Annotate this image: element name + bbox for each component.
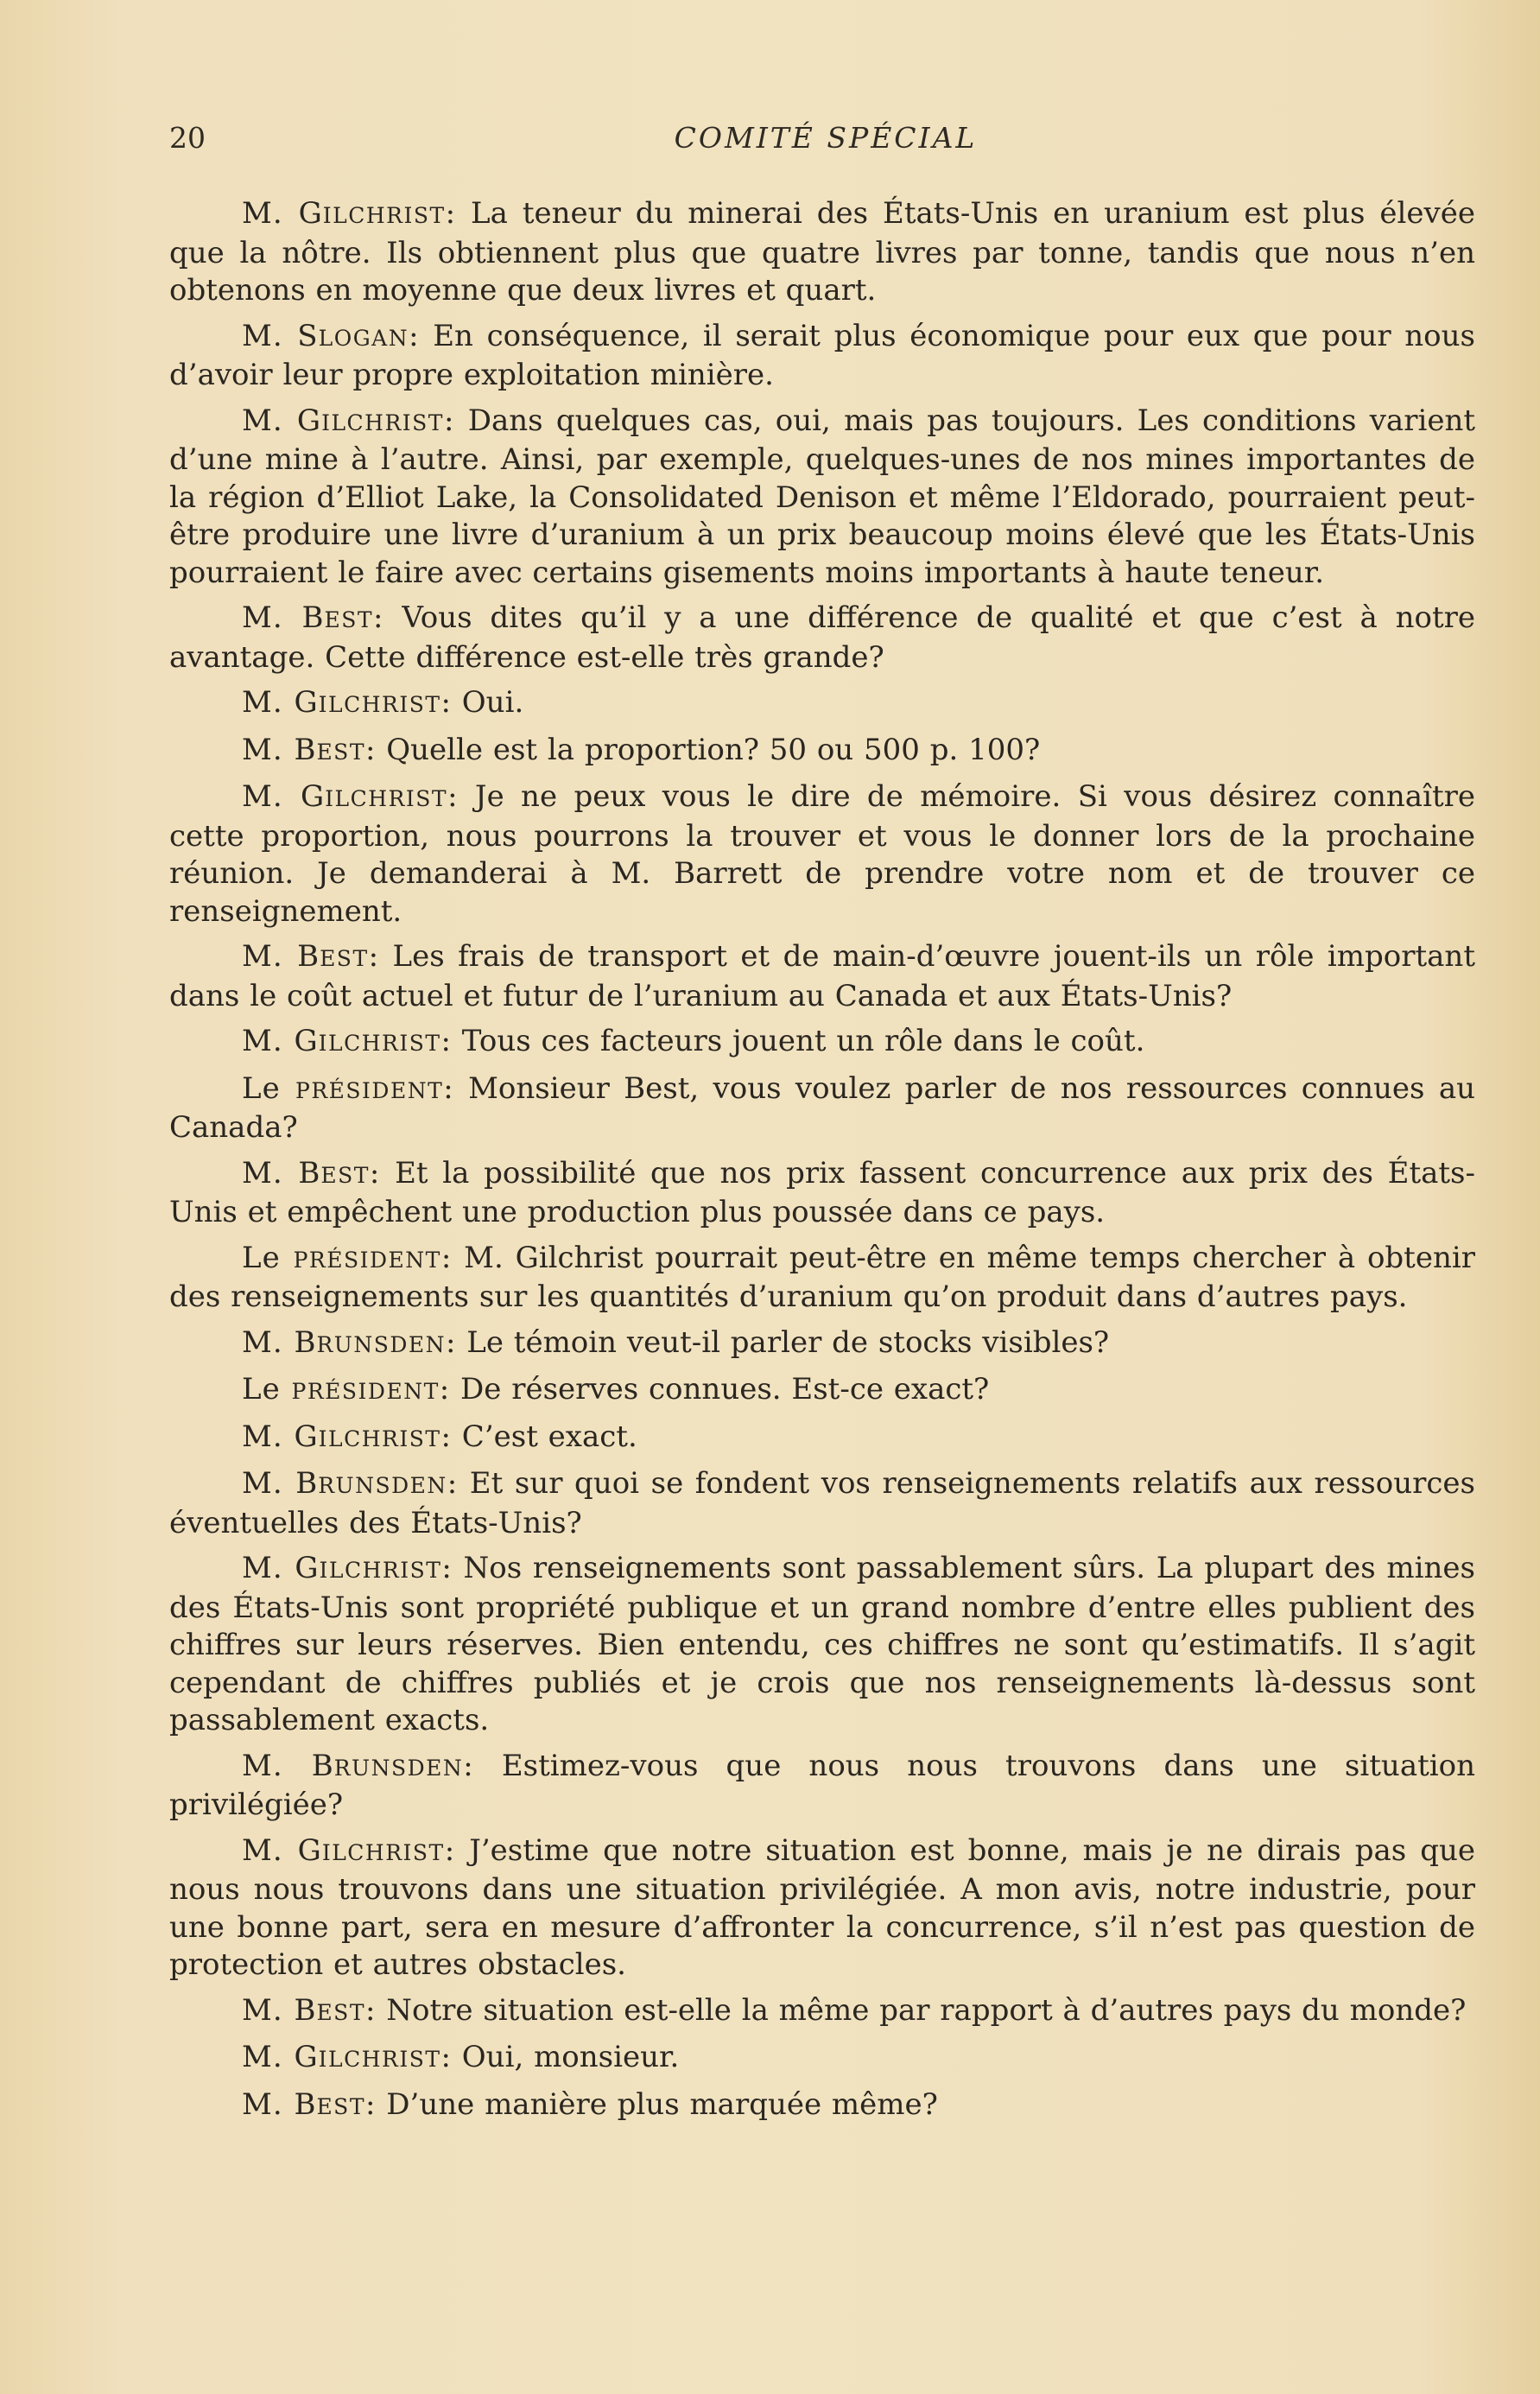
speaker-name xyxy=(242,1241,452,1275)
speaker-prefix: M. xyxy=(242,1992,295,2028)
speaker-surname: PRÉSIDENT xyxy=(291,1379,440,1404)
speaker-name xyxy=(242,1372,450,1407)
speaker-colon: : xyxy=(440,685,452,720)
speaker-surname: ILCHRIST xyxy=(321,410,444,435)
speaker-colon: : xyxy=(365,2086,377,2122)
transcript-paragraph xyxy=(169,1550,1475,1740)
speaker-prefix: Le xyxy=(242,1070,296,1106)
speaker-colon: : xyxy=(440,1240,453,1275)
speaker-initial: B xyxy=(298,1155,321,1191)
transcript-paragraph xyxy=(169,732,1475,772)
speaker-colon: : xyxy=(368,939,380,974)
speaker-name xyxy=(242,600,384,635)
speaker-colon: : xyxy=(443,1070,454,1106)
speaker-colon: : xyxy=(369,1155,381,1191)
speech-text: J’estime que notre situation est bonne, mais je ne dirais pas que nous nous trouvons dans une situation privilégiée. A mon avis, notre industrie, pour une bonne part, sera en mesure d’affronter la concurrence, s’il n’est pas question de protection et autres obstacles. xyxy=(169,1832,1475,1982)
speaker-surname: ILCHRIST xyxy=(318,1031,441,1056)
speaker-initial: B xyxy=(297,939,320,974)
speaker-surname: PRÉSIDENT xyxy=(295,1077,444,1103)
transcript-paragraph xyxy=(169,1155,1475,1232)
transcript-paragraph xyxy=(169,1748,1475,1825)
speaker-surname: EST xyxy=(320,946,369,971)
transcript-paragraph xyxy=(169,684,1475,724)
transcript-paragraph xyxy=(169,1371,1475,1411)
speaker-surname: RUNSDEN xyxy=(333,1755,464,1781)
speaker-name xyxy=(242,319,420,353)
speaker-prefix: M. xyxy=(242,1155,299,1191)
speaker-initial: G xyxy=(301,779,326,814)
speaker-colon: : xyxy=(365,732,377,767)
speaker-colon: : xyxy=(447,779,459,814)
speaker-name xyxy=(242,1071,454,1106)
speaker-name xyxy=(242,1833,455,1868)
speaker-prefix: M. xyxy=(242,1419,295,1454)
speaker-name xyxy=(242,1325,456,1360)
speech-text: Et sur quoi se fondent vos renseignements relatifs aux ressources éventuelles des États-Unis? xyxy=(169,1466,1475,1540)
speaker-initial: G xyxy=(296,403,322,438)
speaker-prefix: Le xyxy=(242,1372,292,1407)
speaker-prefix: M. xyxy=(242,318,298,353)
speaker-surname: EST xyxy=(324,607,374,632)
speaker-initial: G xyxy=(294,1024,319,1058)
speaker-name xyxy=(242,685,452,720)
speech-text: Estimez-vous que nous nous trouvons dans une situation privilégiée? xyxy=(169,1748,1475,1822)
speaker-name xyxy=(242,1749,474,1783)
speaker-name xyxy=(242,403,454,438)
speaker-prefix: M. xyxy=(242,732,295,767)
speaker-colon: : xyxy=(409,318,420,353)
speaker-name xyxy=(242,2087,376,2122)
speaker-initial: B xyxy=(294,2086,317,2122)
speaker-prefix: M. xyxy=(242,196,299,231)
speech-text: Je ne peux vous le dire de mémoire. Si vous désirez connaître cette proportion, nous pourrons la trouver et vous le donner lors de la prochaine réunion. Je demanderai à M. Barrett de prendre votre nom et de trouver ce renseignement. xyxy=(169,779,1475,929)
transcript-paragraph xyxy=(169,938,1475,1015)
transcript-paragraph xyxy=(169,2039,1475,2079)
speaker-initial: G xyxy=(295,1551,320,1585)
speaker-initial: B xyxy=(294,1992,317,2028)
speaker-initial: G xyxy=(294,1419,319,1454)
speaker-prefix: M. xyxy=(242,2086,295,2122)
speech-text: Dans quelques cas, oui, mais pas toujours. Les conditions varient d’une mine à l’autre. Ainsi, par exemple, quelques-unes de nos mines importantes de la région d’Elliot Lake, la Consolidated Denison et même l’Eldorado, pourraient peut-être produire une livre d’uranium à un prix beaucoup moins élevé que les États-Unis pourraient le faire avec certains gisements moins importants à haute teneur. xyxy=(169,403,1475,590)
speaker-surname: RUNSDEN xyxy=(318,1473,447,1498)
speaker-colon: : xyxy=(443,403,455,438)
transcript-paragraph xyxy=(169,600,1475,676)
speaker-initial: G xyxy=(298,196,323,231)
transcript-paragraph xyxy=(169,195,1475,310)
speaker-prefix: M. xyxy=(242,2040,295,2074)
speaker-colon: : xyxy=(446,1324,457,1360)
speaker-prefix: M. xyxy=(242,779,301,814)
transcript-paragraph xyxy=(169,1324,1475,1364)
speaker-colon: : xyxy=(440,1024,452,1058)
speaker-surname: ILCHRIST xyxy=(319,1558,442,1583)
speech-text: C’est exact. xyxy=(452,1419,637,1454)
speaker-name xyxy=(242,196,456,231)
speech-text: Oui, monsieur. xyxy=(452,2040,680,2074)
speaker-prefix: M. xyxy=(242,1466,296,1501)
speaker-prefix: M. xyxy=(242,1748,312,1783)
speech-text: M. Gilchrist pourrait peut-être en même temps chercher à obtenir des renseignements sur les quantités d’uranium qu’on produit dans d’autres pays. xyxy=(169,1240,1475,1314)
speaker-colon: : xyxy=(373,600,384,635)
transcript-paragraph xyxy=(169,778,1475,930)
speaker-surname: ILCHRIST xyxy=(318,1426,441,1451)
speaker-prefix: M. xyxy=(242,685,295,720)
speech-text: Vous dites qu’il y a une différence de qualité et que c’est à notre avantage. Cette différence est-elle très grande? xyxy=(169,600,1475,675)
speaker-prefix: M. xyxy=(242,1551,295,1585)
speaker-surname: ILCHRIST xyxy=(318,692,441,717)
transcript-paragraph xyxy=(169,1832,1475,1984)
speaker-prefix: M. xyxy=(242,1324,295,1360)
speaker-prefix: M. xyxy=(242,939,298,974)
speaker-colon: : xyxy=(444,1832,456,1868)
speech-text: Le témoin veut-il parler de stocks visibles? xyxy=(456,1324,1110,1360)
speaker-colon: : xyxy=(445,196,457,231)
speaker-prefix: Le xyxy=(242,1240,294,1275)
speaker-surname: ILCHRIST xyxy=(322,203,446,228)
speaker-surname: ILCHRIST xyxy=(318,2047,441,2072)
transcript-paragraph xyxy=(169,403,1475,593)
transcript-paragraph xyxy=(169,1992,1475,2032)
page-header xyxy=(169,121,1482,164)
transcript-paragraph xyxy=(169,2086,1475,2126)
speaker-prefix: M. xyxy=(242,1024,295,1058)
speech-text: En conséquence, il serait plus économique pour eux que pour nous d’avoir leur propre exploitation minière. xyxy=(169,318,1475,392)
speaker-initial: G xyxy=(294,685,319,720)
speaker-initial: B xyxy=(294,732,317,767)
speaker-initial: S xyxy=(297,318,319,353)
transcript-paragraph xyxy=(169,1070,1475,1147)
speaker-colon: : xyxy=(441,1551,453,1585)
speaker-name xyxy=(242,733,376,767)
speaker-name xyxy=(242,2040,452,2074)
speaker-prefix: M. xyxy=(242,403,297,438)
speech-text: D’une manière plus marquée même? xyxy=(376,2086,938,2122)
page-number: 20 xyxy=(169,121,206,155)
speaker-prefix: M. xyxy=(242,600,302,635)
transcript-paragraph xyxy=(169,1419,1475,1458)
speech-text: Monsieur Best, vous voulez parler de nos ressources connues au Canada? xyxy=(169,1070,1475,1145)
transcript-paragraph xyxy=(169,1465,1475,1542)
speaker-colon: : xyxy=(440,1419,452,1454)
speaker-surname: ILCHRIST xyxy=(325,786,448,811)
transcript-paragraph xyxy=(169,1023,1475,1063)
speaker-name xyxy=(242,779,459,814)
speech-text: Quelle est la proportion? 50 ou 500 p. 100? xyxy=(376,732,1041,767)
speaker-name xyxy=(242,1993,376,2028)
speaker-colon: : xyxy=(447,1466,459,1501)
speech-text: La teneur du minerai des États-Unis en uranium est plus élevée que la nôtre. Ils obtiennent plus que quatre livres par tonne, tandis que nous n’en obtenons en moyenne que deux livres et quart. xyxy=(169,196,1475,308)
speaker-surname: EST xyxy=(320,1162,370,1188)
running-title: COMITÉ SPÉCIAL xyxy=(674,121,978,155)
speech-text: Oui. xyxy=(452,685,524,720)
speaker-name xyxy=(242,1024,452,1058)
speaker-surname: PRÉSIDENT xyxy=(293,1247,441,1273)
speaker-colon: : xyxy=(439,1372,451,1407)
speaker-initial: B xyxy=(294,1324,317,1360)
speaker-colon: : xyxy=(463,1748,474,1783)
speech-text: Nos renseignements sont passablement sûrs. La plupart des mines des États-Unis sont propriété publique et un grand nombre d’entre elles publient des chiffres sur leurs réserves. Bien entendu, ces chiffres ne sont qu’estimatifs. Il s’agit cependant de chiffres publiés et je crois que nos renseignements là-dessus sont passablement exacts. xyxy=(169,1551,1475,1737)
speaker-initial: G xyxy=(294,2040,319,2074)
speech-text: Les frais de transport et de main-d’œuvre jouent-ils un rôle important dans le coût actuel et futur de l’uranium au Canada et aux États-Unis? xyxy=(169,939,1475,1013)
speaker-colon: : xyxy=(365,1992,377,2028)
speaker-initial: B xyxy=(295,1466,319,1501)
speech-text: Et la possibilité que nos prix fassent concurrence aux prix des États-Unis et empêchent une production plus poussée dans ce pays. xyxy=(169,1155,1475,1229)
speaker-surname: RUNSDEN xyxy=(316,1331,446,1357)
speaker-initial: B xyxy=(301,600,325,635)
speaker-initial: G xyxy=(297,1832,322,1868)
speaker-name xyxy=(242,939,379,974)
speaker-surname: EST xyxy=(316,2093,365,2119)
speech-text: Tous ces facteurs jouent un rôle dans le coût. xyxy=(452,1024,1145,1058)
speaker-name xyxy=(242,1156,380,1191)
speech-text: De réserves connues. Est-ce exact? xyxy=(450,1372,990,1407)
speech-text: Notre situation est-elle la même par rapport à d’autres pays du monde? xyxy=(376,1992,1467,2028)
speaker-name xyxy=(242,1419,452,1454)
speaker-surname: ILCHRIST xyxy=(321,1839,445,1865)
speaker-name xyxy=(242,1466,458,1501)
transcript-body xyxy=(169,195,1475,2133)
transcript-paragraph xyxy=(169,318,1475,395)
speaker-surname: EST xyxy=(316,1999,365,2025)
speaker-surname: EST xyxy=(316,739,365,765)
speaker-colon: : xyxy=(440,2040,452,2074)
speaker-prefix: M. xyxy=(242,1832,298,1868)
speaker-surname: LOGAN xyxy=(318,325,409,351)
speaker-initial: B xyxy=(311,1748,334,1783)
speaker-name xyxy=(242,1551,453,1585)
transcript-paragraph xyxy=(169,1240,1475,1317)
